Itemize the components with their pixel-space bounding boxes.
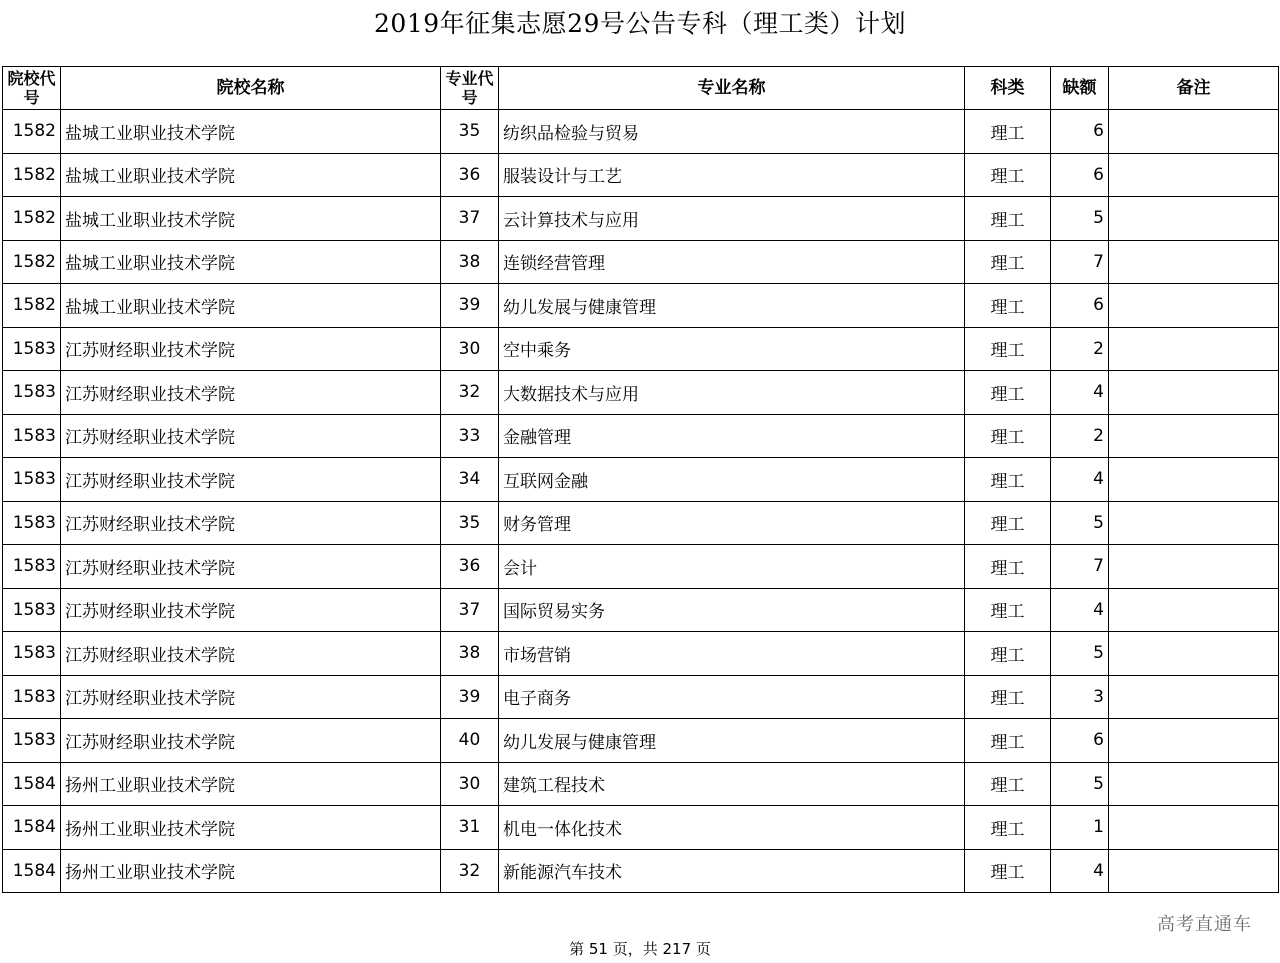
page-title: 2019年征集志愿29号公告专科（理工类）计划 — [374, 9, 906, 38]
cell-quota: 5 — [1051, 197, 1109, 241]
cell-school-code: 1583 — [3, 632, 61, 676]
cell-major-name: 纺织品检验与贸易 — [499, 110, 965, 154]
cell-quota: 1 — [1051, 806, 1109, 850]
cell-school-code: 1582 — [3, 110, 61, 154]
cell-school-code: 1584 — [3, 806, 61, 850]
cell-school-name: 江苏财经职业技术学院 — [61, 545, 441, 589]
cell-category: 理工 — [965, 284, 1051, 328]
cell-major-code: 40 — [441, 719, 499, 763]
cell-remark — [1109, 197, 1279, 241]
cell-major-code: 39 — [441, 675, 499, 719]
cell-quota: 5 — [1051, 501, 1109, 545]
cell-major-name: 建筑工程技术 — [499, 762, 965, 806]
table-row — [3, 588, 1279, 632]
table-row — [3, 762, 1279, 806]
cell-school-code: 1582 — [3, 284, 61, 328]
cell-quota: 4 — [1051, 458, 1109, 502]
table-row — [3, 197, 1279, 241]
cell-major-code: 36 — [441, 153, 499, 197]
cell-quota: 4 — [1051, 588, 1109, 632]
cell-major-name: 服装设计与工艺 — [499, 153, 965, 197]
table-row — [3, 545, 1279, 589]
cell-school-code: 1583 — [3, 588, 61, 632]
cell-school-name: 盐城工业职业技术学院 — [61, 110, 441, 154]
cell-major-name: 财务管理 — [499, 501, 965, 545]
cell-remark — [1109, 675, 1279, 719]
watermark-text: 高考直通车 — [1157, 914, 1252, 935]
cell-school-code: 1583 — [3, 719, 61, 763]
cell-remark — [1109, 849, 1279, 893]
cell-major-code: 38 — [441, 240, 499, 284]
cell-school-name: 盐城工业职业技术学院 — [61, 240, 441, 284]
cell-category: 理工 — [965, 762, 1051, 806]
cell-major-code: 33 — [441, 414, 499, 458]
header-major-name: 专业名称 — [499, 67, 965, 110]
cell-remark — [1109, 545, 1279, 589]
header-remark: 备注 — [1109, 67, 1279, 110]
cell-major-name: 市场营销 — [499, 632, 965, 676]
header-row — [3, 67, 1279, 110]
cell-category: 理工 — [965, 110, 1051, 154]
cell-quota: 6 — [1051, 153, 1109, 197]
cell-major-name: 机电一体化技术 — [499, 806, 965, 850]
cell-major-code: 34 — [441, 458, 499, 502]
cell-remark — [1109, 327, 1279, 371]
cell-school-code: 1583 — [3, 458, 61, 502]
cell-major-name: 大数据技术与应用 — [499, 371, 965, 415]
plan-table — [2, 66, 1279, 893]
cell-major-name: 幼儿发展与健康管理 — [499, 284, 965, 328]
cell-category: 理工 — [965, 371, 1051, 415]
cell-major-name: 会计 — [499, 545, 965, 589]
cell-school-name: 江苏财经职业技术学院 — [61, 327, 441, 371]
cell-quota: 6 — [1051, 284, 1109, 328]
cell-school-code: 1583 — [3, 545, 61, 589]
table-row — [3, 284, 1279, 328]
cell-quota: 7 — [1051, 545, 1109, 589]
cell-category: 理工 — [965, 327, 1051, 371]
table-row — [3, 849, 1279, 893]
cell-remark — [1109, 284, 1279, 328]
page-footer: 第 51 页，共 217 页 — [569, 940, 711, 958]
table-row — [3, 719, 1279, 763]
cell-category: 理工 — [965, 458, 1051, 502]
cell-remark — [1109, 371, 1279, 415]
cell-major-name: 国际贸易实务 — [499, 588, 965, 632]
cell-school-code: 1583 — [3, 327, 61, 371]
cell-remark — [1109, 240, 1279, 284]
cell-school-name: 江苏财经职业技术学院 — [61, 719, 441, 763]
cell-category: 理工 — [965, 806, 1051, 850]
cell-school-name: 江苏财经职业技术学院 — [61, 414, 441, 458]
cell-major-code: 32 — [441, 371, 499, 415]
cell-quota: 6 — [1051, 110, 1109, 154]
cell-school-name: 江苏财经职业技术学院 — [61, 588, 441, 632]
cell-school-code: 1583 — [3, 675, 61, 719]
cell-category: 理工 — [965, 632, 1051, 676]
cell-school-code: 1583 — [3, 501, 61, 545]
header-school-name: 院校名称 — [61, 67, 441, 110]
cell-quota: 4 — [1051, 849, 1109, 893]
cell-remark — [1109, 632, 1279, 676]
cell-school-name: 江苏财经职业技术学院 — [61, 501, 441, 545]
table-row — [3, 675, 1279, 719]
cell-school-name: 扬州工业职业技术学院 — [61, 762, 441, 806]
cell-major-code: 32 — [441, 849, 499, 893]
cell-quota: 5 — [1051, 632, 1109, 676]
cell-school-code: 1583 — [3, 414, 61, 458]
cell-school-name: 江苏财经职业技术学院 — [61, 632, 441, 676]
table-row — [3, 240, 1279, 284]
cell-remark — [1109, 153, 1279, 197]
table-row — [3, 414, 1279, 458]
cell-major-code: 36 — [441, 545, 499, 589]
cell-category: 理工 — [965, 240, 1051, 284]
table-header — [3, 67, 1279, 110]
header-category: 科类 — [965, 67, 1051, 110]
cell-school-name: 盐城工业职业技术学院 — [61, 197, 441, 241]
cell-remark — [1109, 501, 1279, 545]
cell-major-code: 30 — [441, 327, 499, 371]
table-row — [3, 806, 1279, 850]
cell-major-code: 35 — [441, 110, 499, 154]
cell-quota: 5 — [1051, 762, 1109, 806]
cell-school-name: 江苏财经职业技术学院 — [61, 675, 441, 719]
cell-category: 理工 — [965, 849, 1051, 893]
table-body — [3, 110, 1279, 893]
cell-major-name: 云计算技术与应用 — [499, 197, 965, 241]
cell-major-name: 新能源汽车技术 — [499, 849, 965, 893]
cell-quota: 2 — [1051, 327, 1109, 371]
table-row — [3, 632, 1279, 676]
cell-category: 理工 — [965, 197, 1051, 241]
cell-school-code: 1582 — [3, 153, 61, 197]
cell-remark — [1109, 806, 1279, 850]
cell-school-code: 1584 — [3, 762, 61, 806]
cell-category: 理工 — [965, 501, 1051, 545]
cell-major-code: 30 — [441, 762, 499, 806]
cell-major-code: 39 — [441, 284, 499, 328]
cell-remark — [1109, 762, 1279, 806]
cell-remark — [1109, 414, 1279, 458]
table-row — [3, 371, 1279, 415]
cell-school-name: 扬州工业职业技术学院 — [61, 849, 441, 893]
cell-remark — [1109, 110, 1279, 154]
cell-school-code: 1584 — [3, 849, 61, 893]
header-quota: 缺额 — [1051, 67, 1109, 110]
cell-remark — [1109, 458, 1279, 502]
cell-category: 理工 — [965, 414, 1051, 458]
table-row — [3, 501, 1279, 545]
cell-remark — [1109, 719, 1279, 763]
cell-category: 理工 — [965, 675, 1051, 719]
cell-school-name: 盐城工业职业技术学院 — [61, 284, 441, 328]
cell-quota: 4 — [1051, 371, 1109, 415]
cell-category: 理工 — [965, 588, 1051, 632]
table-row — [3, 458, 1279, 502]
cell-major-code: 35 — [441, 501, 499, 545]
cell-remark — [1109, 588, 1279, 632]
cell-school-code: 1583 — [3, 371, 61, 415]
cell-major-code: 38 — [441, 632, 499, 676]
cell-quota: 6 — [1051, 719, 1109, 763]
cell-school-name: 扬州工业职业技术学院 — [61, 806, 441, 850]
header-major-code: 专业代号 — [441, 67, 499, 110]
cell-quota: 2 — [1051, 414, 1109, 458]
cell-major-code: 37 — [441, 197, 499, 241]
cell-major-code: 37 — [441, 588, 499, 632]
table-row — [3, 327, 1279, 371]
cell-category: 理工 — [965, 719, 1051, 763]
cell-major-code: 31 — [441, 806, 499, 850]
cell-school-code: 1582 — [3, 240, 61, 284]
cell-school-name: 江苏财经职业技术学院 — [61, 371, 441, 415]
cell-school-code: 1582 — [3, 197, 61, 241]
cell-school-name: 江苏财经职业技术学院 — [61, 458, 441, 502]
cell-major-name: 互联网金融 — [499, 458, 965, 502]
cell-major-name: 幼儿发展与健康管理 — [499, 719, 965, 763]
cell-major-name: 空中乘务 — [499, 327, 965, 371]
cell-major-name: 金融管理 — [499, 414, 965, 458]
cell-category: 理工 — [965, 545, 1051, 589]
cell-major-name: 连锁经营管理 — [499, 240, 965, 284]
cell-quota: 3 — [1051, 675, 1109, 719]
cell-quota: 7 — [1051, 240, 1109, 284]
cell-category: 理工 — [965, 153, 1051, 197]
header-school-code: 院校代号 — [3, 67, 61, 110]
cell-school-name: 盐城工业职业技术学院 — [61, 153, 441, 197]
table-row — [3, 110, 1279, 154]
table-row — [3, 153, 1279, 197]
cell-major-name: 电子商务 — [499, 675, 965, 719]
